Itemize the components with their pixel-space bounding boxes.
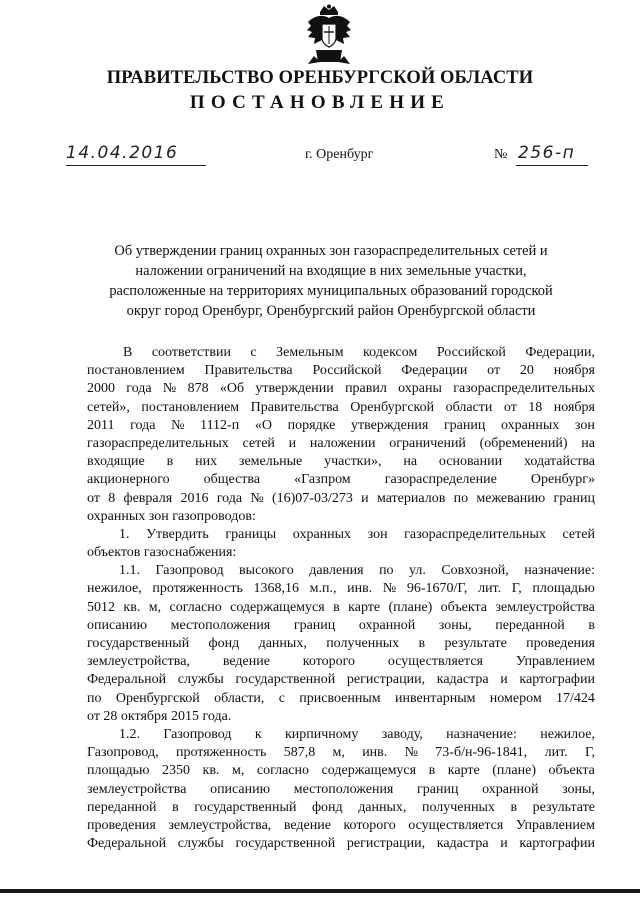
subject-line: Об утверждении границ охранных зон газораспределительных сетей и	[114, 243, 548, 259]
body-line: по Оренбургской области, с присвоенным инвентарным номером 17/424	[87, 690, 595, 706]
body-line: описанию местоположения границ охранной зоны, переданной в	[87, 617, 595, 633]
orenburg-coat-of-arms-icon	[302, 4, 356, 66]
body-line: государственный фонд данных, полученных в результате проведения	[87, 636, 595, 651]
body-line: В соответствии с Земельным кодексом Российской Федерации,	[123, 345, 595, 360]
body-line: сетей», постановлением Правительства Оренбургской области от 18 ноября	[87, 399, 595, 415]
body-line: Газопровод, протяженность 587,8 м, инв. № 73-б/н-96-1841, лит. Г,	[87, 745, 595, 761]
body-line: объектов газоснабжения:	[87, 545, 237, 561]
body-line: 5012 кв. м, согласно содержащемуся в карте (плане) объекта землеустройства	[87, 599, 595, 615]
document-subject	[96, 241, 566, 321]
number-label: №	[494, 147, 508, 162]
date-handwritten: 14.04.2016	[66, 143, 179, 163]
body-line: постановлением Правительства Российской Федерации от 20 ноября	[87, 363, 595, 379]
body-line: от 28 октября 2015 года.	[87, 708, 232, 724]
document-body	[87, 344, 595, 853]
subject-line: наложении ограничений на входящие в них земельные участки,	[135, 263, 527, 279]
number-handwritten: 256-п	[518, 143, 576, 163]
body-line: переданной в государственный фонд данных, полученных в результате	[87, 799, 595, 815]
body-line: от 8 февраля 2016 года № (16)07-03/273 и материалов по межеванию границ	[87, 490, 595, 506]
government-title: ПРАВИТЕЛЬСТВО ОРЕНБУРГСКОЙ ОБЛАСТИ	[106, 68, 534, 88]
page-bottom-rule	[0, 889, 640, 893]
city-label: г. Оренбург	[305, 147, 374, 162]
body-line: 2000 года № 878 «Об утверждении правил охраны газораспределительных	[87, 381, 595, 397]
body-line: землеустройства, ведение которого осуществляется Управлением	[87, 654, 595, 670]
body-line: Федеральной службы государственной регистрации, кадастра и картографии	[87, 672, 595, 688]
body-line: 1.2. Газопровод к кирпичному заводу, назначение: нежилое,	[119, 726, 595, 742]
body-line: 2011 года № 1112-п «О порядке утверждения границ охранных зон	[87, 417, 595, 433]
subject-line: расположенные на территориях муниципальных образований городской	[109, 283, 553, 299]
body-line: 1.1. Газопровод высокого давления по ул. Совхозной, назначение:	[119, 563, 595, 579]
body-line: нежилое, протяженность 1368,16 м.п., инв. № 96-1670/Г, лит. Г, площадью	[87, 581, 595, 597]
body-line: входящие в них земельные участки», на основании ходатайства	[87, 454, 595, 470]
body-line: площадью 2350 кв. м, согласно содержащемуся в карте (плане) объекта	[87, 763, 595, 779]
body-line: землеустройства описанию местоположения границ охранной зоны,	[87, 781, 595, 797]
document-type: ПОСТАНОВЛЕНИЕ	[189, 92, 451, 113]
body-line: охранных зон газопроводов:	[87, 508, 256, 524]
body-line: акционерного общества «Газпром газораспределение Оренбург»	[87, 472, 595, 488]
date-field	[66, 145, 206, 166]
body-line: 1. Утвердить границы охранных зон газораспределительных сетей	[119, 526, 595, 542]
body-line: газораспределительных сетей и наложении ограничений (обременений) на	[87, 435, 595, 451]
body-line: проведения землеустройства, ведение которого осуществляется Управлением	[87, 817, 595, 833]
body-line: Федеральной службы государственной регистрации, кадастра и картографии	[87, 836, 595, 852]
number-line	[516, 145, 588, 166]
subject-line: округ город Оренбург, Оренбургский район Оренбургской области	[126, 303, 536, 319]
